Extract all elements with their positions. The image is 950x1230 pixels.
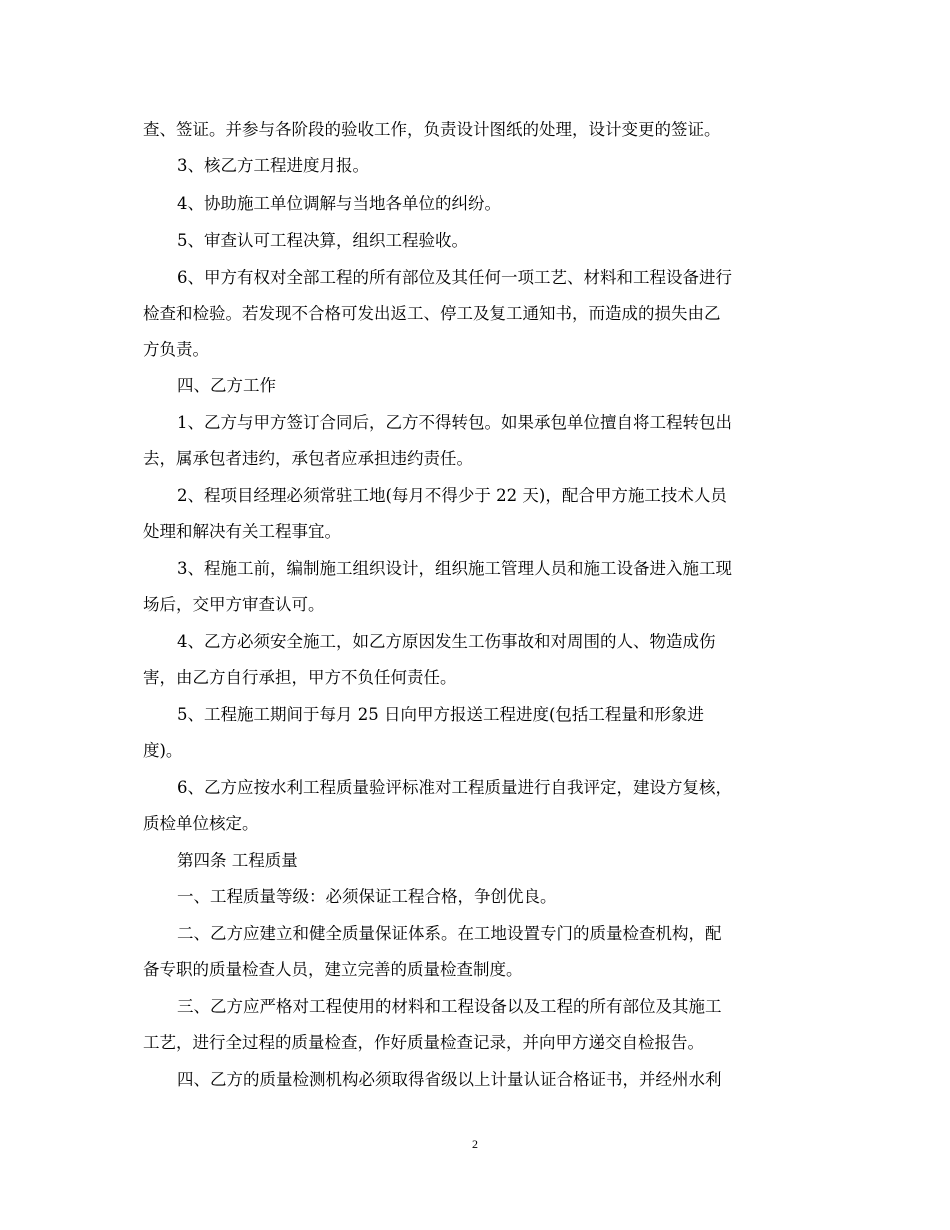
text-line: 5、工程施工期间于每月 25 日向甲方报送工程进度(包括工程量和形象进: [177, 705, 704, 724]
text-line: 3、核乙方工程进度月报。: [177, 156, 369, 175]
text-line: 度)。: [143, 741, 183, 760]
text-line: 害，由乙方自行承担，甲方不负任何责任。: [143, 668, 457, 687]
text-line: 1、乙方与甲方签订合同后，乙方不得转包。如果承包单位擅自将工程转包出: [177, 413, 732, 432]
page-number: 2: [472, 1137, 478, 1151]
text-line: 一、工程质量等级：必须保证工程合格，争创优良。: [177, 887, 557, 906]
text-line: 5、审查认可工程决算，组织工程验收。: [177, 231, 468, 250]
text-line: 4、乙方必须安全施工，如乙方原因发生工伤事故和对周围的人、物造成伤: [177, 632, 716, 651]
text-line: 6、乙方应按水利工程质量验评标准对工程质量进行自我评定，建设方复核，: [177, 778, 732, 797]
text-line: 备专职的质量检查人员，建立完善的质量检查制度。: [143, 960, 523, 979]
text-line: 处理和解决有关工程事宜。: [143, 522, 341, 541]
text-line: 检查和检验。若发现不合格可发出返工、停工及复工通知书，而造成的损失由乙: [143, 304, 721, 323]
text-line: 方负责。: [143, 340, 209, 359]
text-line: 场后，交甲方审查认可。: [143, 595, 325, 614]
text-line: 四、乙方的质量检测机构必须取得省级以上计量认证合格证书，并经州水利: [177, 1070, 722, 1089]
text-line: 3、程施工前，编制施工组织设计，组织施工管理人员和施工设备进入施工现: [177, 559, 732, 578]
text-line: 去，属承包者违约，承包者应承担违约责任。: [143, 449, 473, 468]
text-line: 质检单位核定。: [143, 814, 259, 833]
text-line: 查、签证。并参与各阶段的验收工作，负责设计图纸的处理，设计变更的签证。: [143, 120, 721, 139]
text-line: 二、乙方应建立和健全质量保证体系。在工地设置专门的质量检查机构，配: [177, 924, 722, 943]
text-line: 4、协助施工单位调解与当地各单位的纠纷。: [177, 194, 501, 213]
text-line: 6、甲方有权对全部工程的所有部位及其任何一项工艺、材料和工程设备进行: [177, 268, 732, 287]
text-line: 三、乙方应严格对工程使用的材料和工程设备以及工程的所有部位及其施工: [177, 997, 722, 1016]
article-heading: 第四条 工程质量: [177, 851, 298, 870]
section-heading: 四、乙方工作: [177, 376, 276, 395]
text-line: 工艺，进行全过程的质量检查，作好质量检查记录，并向甲方递交自检报告。: [143, 1033, 704, 1052]
text-line: 2、程项目经理必须常驻工地(每月不得少于 22 天)，配合甲方施工技术人员: [177, 486, 727, 505]
